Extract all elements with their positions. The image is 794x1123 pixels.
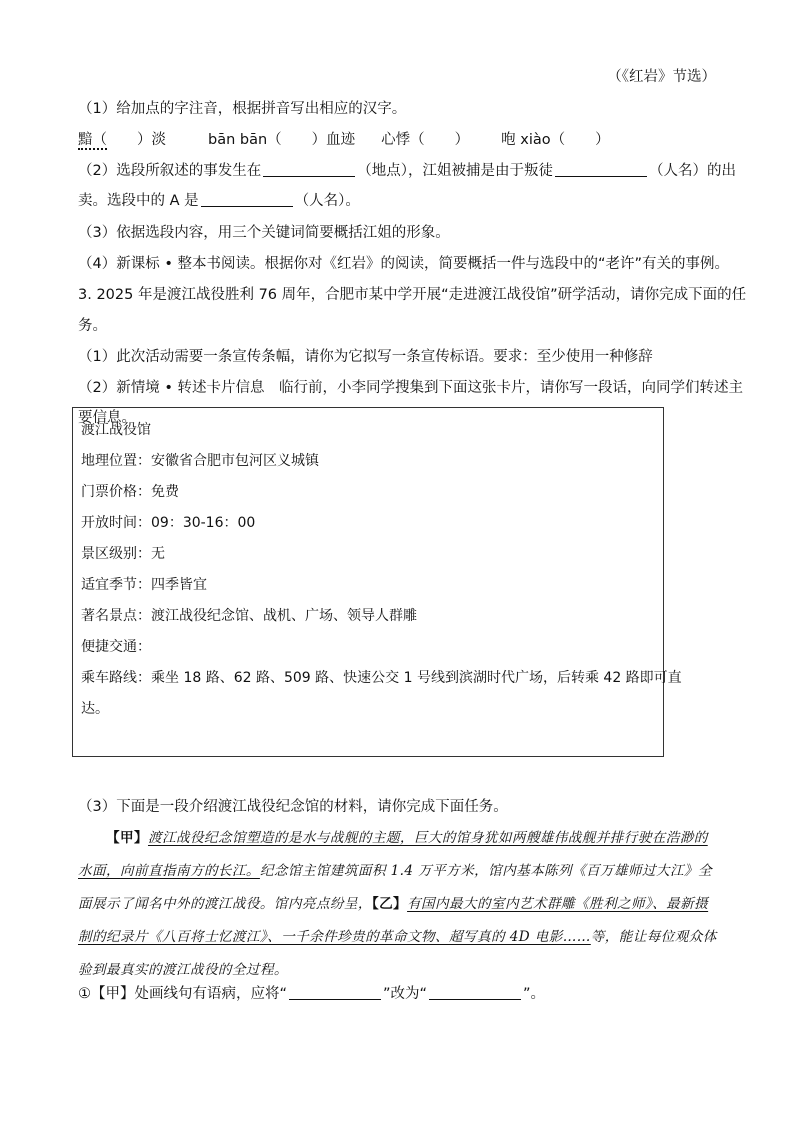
pinyin-item-4b: ） xyxy=(595,132,610,148)
passage-tag-jia: 【甲】 xyxy=(106,830,148,846)
pinyin-item-3a: 心悸（ xyxy=(381,132,425,148)
card-row-hours: 开放时间：09：30-16：00 xyxy=(81,515,256,531)
card-title: 渡江战役馆 xyxy=(81,422,151,438)
question-3-3: （3）下面是一段介绍渡江战役纪念馆的材料，请你完成下面任务。 xyxy=(78,799,508,815)
card-row-season: 适宜季节：四季皆宜 xyxy=(81,577,207,593)
answer-blank-original[interactable] xyxy=(289,985,381,1000)
pinyin-item-3b: ） xyxy=(454,132,470,148)
passage-middle: 纪念馆主馆建筑面积 1.4 万平方米，馆内基本陈列《百万雄师过大江》全面展示了闻名中外的渡江战役。馆内亮点纷呈， xyxy=(78,863,712,912)
card-row-ticket: 门票价格：免费 xyxy=(81,484,179,500)
question-3-intro-1: 3. 2025 年是渡江战役胜利 76 周年，合肥市某中学开展“走进渡江战役馆”研学活动，请你完成下面的任 xyxy=(78,287,747,303)
answer-blank-place[interactable] xyxy=(263,162,355,177)
question-3-2-line2: 要信息。 xyxy=(78,410,136,426)
question-3-intro-2: 务。 xyxy=(78,318,107,334)
card-row-transport: 便捷交通： xyxy=(81,639,151,655)
card-row-level: 景区级别：无 xyxy=(81,546,165,562)
card-row-bus-route-end: 达。 xyxy=(81,701,109,717)
question-2-3: （3）依据选段内容，用三个关键词简要概括江姐的形象。 xyxy=(78,225,450,241)
museum-passage xyxy=(78,822,718,987)
card-row-attractions: 著名景点：渡江战役纪念馆、战机、广场、领导人群雕 xyxy=(81,608,417,624)
passage-yi-underlined: 有国内最大的室内艺术群雕《胜利之师》、最新摄制的纪录片《八百将士忆渡江》、一千余件珍贵的革命文物、超写真的 4D 电影…… xyxy=(78,896,709,945)
question-2-2-line2: 卖。选段中的 A 是 （人名）。 xyxy=(78,193,360,209)
pinyin-item-2a: bān bān（ xyxy=(208,132,282,148)
pinyin-item-1a: 黯（ xyxy=(78,132,107,148)
card-row-bus-route: 乘车路线：乘坐 18 路、62 路、509 路、快速公交 1 号线到滨湖时代广场，后转乘 42 路即可直 xyxy=(81,670,682,686)
source-note: （《红岩》节选） xyxy=(607,69,716,85)
pinyin-item-1b: ）淡 xyxy=(137,132,166,148)
answer-blank-revised[interactable] xyxy=(429,985,521,1000)
pinyin-item-2b: ）血迹 xyxy=(311,132,356,148)
question-3-2-line1: （2）新情境 • 转述卡片信息 临行前，小李同学搜集到下面这张卡片，请你写一段话，向同学们转述主 xyxy=(78,380,743,396)
question-2-2-line1: （2）选段所叙述的事发生在 （地点），江姐被捕是由于叛徒 （人名）的出 xyxy=(78,163,736,179)
question-2-1: （1）给加点的字注音，根据拼音写出相应的汉字。 xyxy=(78,101,407,117)
question-3-1: （1）此次活动需要一条宣传条幅，请你为它拟写一条宣传标语。要求：至少使用一种修辞 xyxy=(78,349,653,365)
info-card xyxy=(72,407,682,757)
question-2-1-items xyxy=(78,130,610,150)
card-row-location: 地理位置：安徽省合肥市包河区义城镇 xyxy=(81,453,319,469)
passage-tag-yi: 【乙】 xyxy=(371,896,408,912)
question-2-4: （4）新课标 • 整本书阅读。根据你对《红岩》的阅读，简要概括一件与选段中的“老许”有关的事例。 xyxy=(78,256,730,272)
question-3-3-task-1: ①【甲】处画线句有语病，应将“ ”改为“ ”。 xyxy=(78,986,546,1002)
pinyin-item-4a: 咆 xiào（ xyxy=(501,132,566,148)
answer-blank-traitor[interactable] xyxy=(555,162,647,177)
passage-end: 等，能让每位观众体验到最真实的渡江战役的全过程。 xyxy=(78,929,717,978)
answer-blank-person-a[interactable] xyxy=(201,192,293,207)
passage-jia-underlined: 渡江战役纪念馆塑造的是水与战舰的主题，巨大的馆身犹如两艘雄伟战舰并排行驶在浩渺的水面，向前直指南方的长江。 xyxy=(78,830,708,879)
